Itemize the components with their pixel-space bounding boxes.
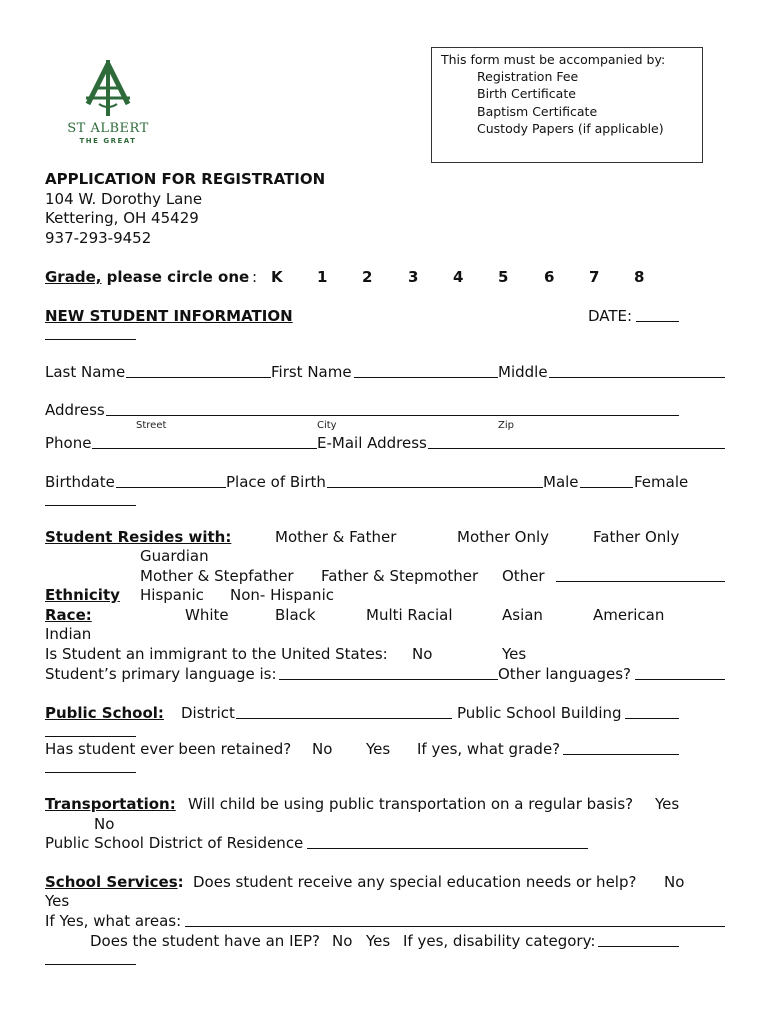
transportation-label: Transportation: — [45, 795, 176, 813]
grade-option-2[interactable]: 2 — [362, 268, 373, 286]
option-other[interactable]: Other — [502, 567, 545, 585]
primary-language-field[interactable] — [279, 665, 498, 680]
middle-name-label: Middle — [498, 363, 548, 381]
other-languages-field[interactable] — [635, 665, 725, 680]
option-mother-only[interactable]: Mother Only — [457, 528, 550, 546]
grade-option-3[interactable]: 3 — [408, 268, 419, 286]
last-name-label: Last Name — [45, 363, 126, 381]
option-white[interactable]: White — [185, 606, 229, 624]
school-services-areas-label: If Yes, what areas: — [45, 912, 182, 930]
birthdate-label: Birthdate — [45, 473, 115, 491]
notice-item: Baptism Certificate — [477, 103, 598, 119]
immigrant-no-option[interactable]: No — [412, 645, 433, 663]
school-services-yes-option[interactable]: Yes — [45, 892, 70, 910]
ethnicity-label: Ethnicity — [45, 586, 120, 604]
logo-tagline: THE GREAT — [79, 137, 137, 145]
date-field-continued[interactable] — [45, 325, 136, 340]
address-field[interactable] — [106, 401, 679, 416]
option-multi-racial[interactable]: Multi Racial — [366, 606, 453, 624]
school-services-no-option[interactable]: No — [664, 873, 685, 891]
disability-category-field[interactable] — [598, 932, 679, 947]
race-indian-continued: Indian — [45, 625, 92, 643]
school-services-question: Does student receive any special education needs or help? — [193, 873, 637, 891]
email-field[interactable] — [428, 434, 725, 449]
iep-yes-option[interactable]: Yes — [366, 932, 391, 950]
school-address-line2: Kettering, OH 45429 — [45, 209, 199, 227]
iep-no-option[interactable]: No — [332, 932, 353, 950]
school-address-line1: 104 W. Dorothy Lane — [45, 190, 203, 208]
form-title: APPLICATION FOR REGISTRATION — [45, 170, 326, 188]
email-label: E-Mail Address — [317, 434, 427, 452]
other-resides-field[interactable] — [556, 567, 725, 582]
address-zip-caption: Zip — [498, 420, 514, 431]
notice-item: Registration Fee — [477, 68, 579, 84]
race-label: Race: — [45, 606, 92, 624]
grade-option-7[interactable]: 7 — [589, 268, 600, 286]
resides-with-label: Student Resides with: — [45, 528, 232, 546]
retained-yes-option[interactable]: Yes — [366, 740, 391, 758]
grade-option-4[interactable]: 4 — [453, 268, 464, 286]
retained-grade-question: If yes, what grade? — [417, 740, 561, 758]
option-mother-stepfather[interactable]: Mother & Stepfather — [140, 567, 294, 585]
middle-name-field[interactable] — [549, 363, 725, 378]
public-school-label: Public School: — [45, 704, 164, 722]
place-of-birth-field[interactable] — [327, 473, 543, 488]
last-name-field[interactable] — [126, 363, 271, 378]
district-field[interactable] — [236, 704, 452, 719]
transportation-question: Will child be using public transportation on a regular basis? — [188, 795, 634, 813]
female-field[interactable] — [45, 491, 136, 506]
phone-field[interactable] — [92, 434, 317, 449]
grade-option-8[interactable]: 8 — [634, 268, 645, 286]
transportation-no-option[interactable]: No — [94, 815, 115, 833]
address-city-caption: City — [317, 420, 337, 431]
grade-option-k[interactable]: K — [271, 268, 283, 286]
notice-item: Custody Papers (if applicable) — [477, 121, 664, 136]
district-label: District — [181, 704, 235, 722]
grade-label: Grade, please circle one — [45, 268, 250, 286]
notice-item: Birth Certificate — [477, 86, 576, 101]
required-documents-box — [431, 47, 703, 163]
school-phone: 937-293-9452 — [45, 229, 152, 247]
disability-category-field-continued[interactable] — [45, 950, 136, 965]
date-field[interactable] — [636, 307, 679, 322]
other-languages-label: Other languages? — [498, 665, 631, 683]
option-father-stepmother[interactable]: Father & Stepmother — [321, 567, 479, 585]
school-logo — [62, 58, 154, 150]
option-father-only[interactable]: Father Only — [593, 528, 680, 546]
logo-name: ST ALBERT — [67, 121, 149, 136]
male-label: Male — [543, 473, 579, 491]
retained-no-option[interactable]: No — [312, 740, 333, 758]
option-hispanic[interactable]: Hispanic — [140, 586, 204, 604]
option-guardian[interactable]: Guardian — [140, 547, 209, 565]
school-services-label: School Services: — [45, 873, 184, 891]
grade-option-5[interactable]: 5 — [498, 268, 509, 286]
option-mother-father[interactable]: Mother & Father — [275, 528, 397, 546]
place-of-birth-label: Place of Birth — [226, 473, 326, 491]
retained-grade-field[interactable] — [563, 740, 679, 755]
notice-heading: This form must be accompanied by: — [441, 52, 666, 67]
district-of-residence-field[interactable] — [307, 834, 588, 849]
female-label: Female — [634, 473, 689, 491]
district-of-residence-label: Public School District of Residence — [45, 834, 304, 852]
primary-language-label: Student’s primary language is: — [45, 665, 277, 683]
transportation-yes-option[interactable]: Yes — [655, 795, 680, 813]
public-school-building-label: Public School Building — [457, 704, 622, 722]
first-name-field[interactable] — [354, 363, 498, 378]
immigrant-question: Is Student an immigrant to the United States: — [45, 645, 388, 663]
grade-colon: : — [252, 268, 258, 286]
public-school-building-field[interactable] — [625, 704, 679, 719]
birthdate-field[interactable] — [116, 473, 226, 488]
male-field[interactable] — [580, 473, 633, 488]
public-school-building-field-continued[interactable] — [45, 722, 136, 737]
date-label: DATE: — [588, 307, 633, 325]
option-non-hispanic[interactable]: Non- Hispanic — [230, 586, 334, 604]
phone-label: Phone — [45, 434, 92, 452]
address-label: Address — [45, 401, 105, 419]
option-american-indian[interactable]: American — [593, 606, 665, 624]
retained-grade-field-continued[interactable] — [45, 758, 136, 773]
grade-option-6[interactable]: 6 — [544, 268, 555, 286]
section-title-new-student: NEW STUDENT INFORMATION — [45, 307, 293, 325]
school-services-areas-field[interactable] — [185, 912, 725, 927]
option-black[interactable]: Black — [275, 606, 316, 624]
disability-category-label: If yes, disability category: — [403, 932, 596, 950]
grade-option-1[interactable]: 1 — [317, 268, 328, 286]
option-asian[interactable]: Asian — [502, 606, 543, 624]
immigrant-yes-option[interactable]: Yes — [502, 645, 527, 663]
retained-question: Has student ever been retained? — [45, 740, 292, 758]
first-name-label: First Name — [271, 363, 352, 381]
iep-question: Does the student have an IEP? — [90, 932, 320, 950]
address-street-caption: Street — [136, 420, 167, 431]
